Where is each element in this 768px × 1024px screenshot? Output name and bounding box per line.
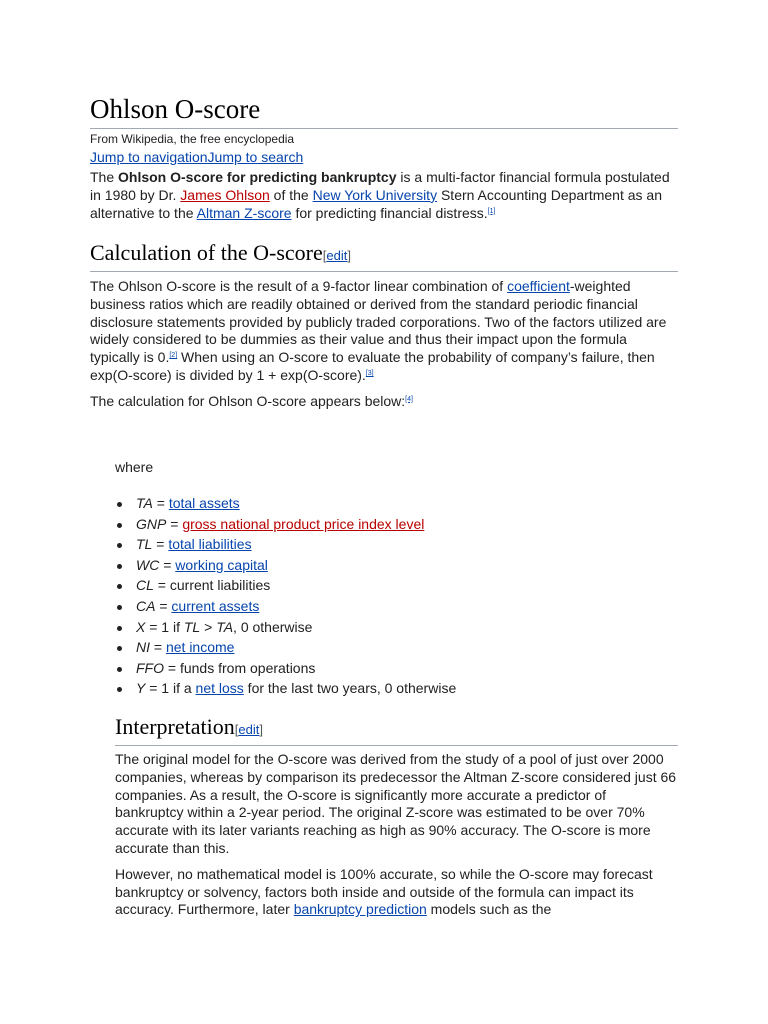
list-item-ta [115,493,678,514]
reference-1-link[interactable]: [1] [487,207,496,215]
variable-definition: for the last two years, 0 otherwise [243,680,457,697]
variable-symbol: FFO [136,659,164,676]
james-ohlson-link[interactable]: James Ohlson [180,186,270,203]
equals: = [166,515,183,532]
edit-bracket: [ [234,722,239,737]
reference-4-link[interactable]: [4] [405,395,413,403]
edit-bracket: ] [259,722,263,737]
interp-text: However, no mathematical model is 100% accurate, so while the O-score may forecast bankruptcy or solvency, factors both inside and outside of the formula can impact its accuracy. Furthermore, later [115,865,653,918]
calc-text: When using an O-score to evaluate the probability of company’s failure, then exp(O-score) is divided by 1 + exp(O-score). [90,349,655,383]
article-header [90,92,678,167]
edit-link-interpretation[interactable]: edit [238,722,260,737]
variable-symbol: TA [216,618,234,635]
edit-section-calculation [323,248,351,263]
intro-text: The [90,169,119,185]
reference-1 [488,208,496,215]
equals: = [159,556,176,573]
equals: = [153,577,170,594]
edit-link-calculation[interactable]: edit [326,248,348,263]
total-liabilities-link[interactable]: total liabilities [168,536,252,553]
intro-text: of the [269,186,313,203]
interp-text: models such as the [426,901,552,918]
net-income-link[interactable]: net income [165,639,235,656]
intro-bold-term: Ohlson O-score for predicting bankruptcy [118,169,397,185]
variable-definition: funds from operations [179,659,316,676]
calculation-heading [90,239,678,272]
intro-paragraph [90,169,678,222]
variable-symbol: TL [183,618,201,635]
edit-bracket: [ [322,248,327,263]
variable-list [115,493,678,699]
variable-symbol: GNP [136,515,167,532]
calculation-heading-text: Calculation of the O-score [90,240,323,265]
calculation-section [90,239,678,411]
list-item-ca [115,596,678,617]
equals: = [155,597,172,614]
intro-section [90,169,678,222]
gnp-price-index-link[interactable]: gross national product price index level [182,515,425,532]
calc-text: The Ohlson O-score is the result of a 9-factor linear combination of [90,278,508,294]
site-tagline: From Wikipedia, the free encyclopedia [90,132,295,146]
interpretation-section [115,713,678,919]
interpretation-paragraph-1: The original model for the O-score was derived from the study of a pool of just over 2000 companies, whereas by comparison its predecessor the Altman Z-score considered just 66 companies. As a result, the O-score is significantly more accurate a predictor of bankruptcy within a 2-year period. The original Z-score was estimated to be over 70% accurate with its later variants reaching as high as 90% accuracy. The O-score is more accurate than this. [115,751,677,856]
equals: = [150,639,166,656]
where-label: where [115,459,154,475]
interpretation-paragraph-2 [115,866,678,919]
variable-symbol: CL [136,577,154,594]
jump-links [90,147,678,167]
coefficient-link[interactable]: coefficient [507,278,570,294]
interpretation-heading [115,713,678,746]
calc-text: The calculation for Ohlson O-score appears below: [90,392,406,409]
variable-symbol: Y [136,680,146,697]
reference-2-link[interactable]: [2] [169,352,178,360]
interpretation-heading-text: Interpretation [115,714,235,739]
list-item-tl [115,534,678,555]
variable-symbol: WC [136,556,160,573]
variable-symbol: CA [136,597,156,614]
equals: = 1 if a [145,680,196,697]
list-item-gnp [115,514,678,535]
variable-symbol: X [136,618,146,635]
working-capital-link[interactable]: working capital [175,556,268,573]
new-york-university-link[interactable]: New York University [312,186,438,203]
calculation-paragraph [90,278,678,385]
comparison: > [200,618,217,635]
list-item-y [115,678,678,699]
definitions-block [115,458,678,699]
equals: = 1 if [145,618,184,635]
intro-text: Stern Accounting Department as an alternative to the [90,186,662,221]
net-loss-link[interactable]: net loss [195,680,244,697]
total-assets-link[interactable]: total assets [168,495,240,511]
reference-3 [366,370,374,377]
equals: = [152,495,169,511]
edit-bracket: ] [347,248,351,263]
variable-symbol: TL [136,536,153,553]
variable-symbol: TA [136,495,153,511]
bankruptcy-prediction-link[interactable]: bankruptcy prediction [293,901,427,918]
reference-4 [405,396,413,403]
list-item-wc [115,555,678,576]
list-item-ni [115,637,678,658]
page-title: Ohlson O-score [90,92,678,129]
jump-to-search-link[interactable]: Jump to search [207,149,304,165]
current-assets-link[interactable]: current assets [171,597,260,614]
calculation-intro-paragraph [90,393,678,411]
variable-definition: , 0 otherwise [233,618,313,635]
edit-section-interpretation [235,722,263,737]
intro-text: is a multi-factor financial formula postulated in 1980 by Dr. [90,169,670,203]
altman-z-score-link[interactable]: Altman Z-score [196,204,292,221]
list-item-ffo [115,658,678,679]
list-item-cl [115,575,678,596]
reference-3-link[interactable]: [3] [365,369,374,377]
intro-text: for predicting financial distress. [291,204,488,221]
calc-text: -weighted business ratios which are readily obtained or derived from the standard periodic financial disclosure statements provided by publicly traded corporations. Two of the factors utilized are widely considered to be dummies as their value and thus their impact upon the formula typically is 0. [90,278,667,366]
jump-to-navigation-link[interactable]: Jump to navigation [90,149,208,165]
variable-definition: current liabilities [169,577,271,594]
equals: = [164,659,180,676]
equals: = [152,536,169,553]
list-item-x [115,617,678,638]
variable-symbol: NI [136,639,150,656]
reference-2 [169,352,177,359]
